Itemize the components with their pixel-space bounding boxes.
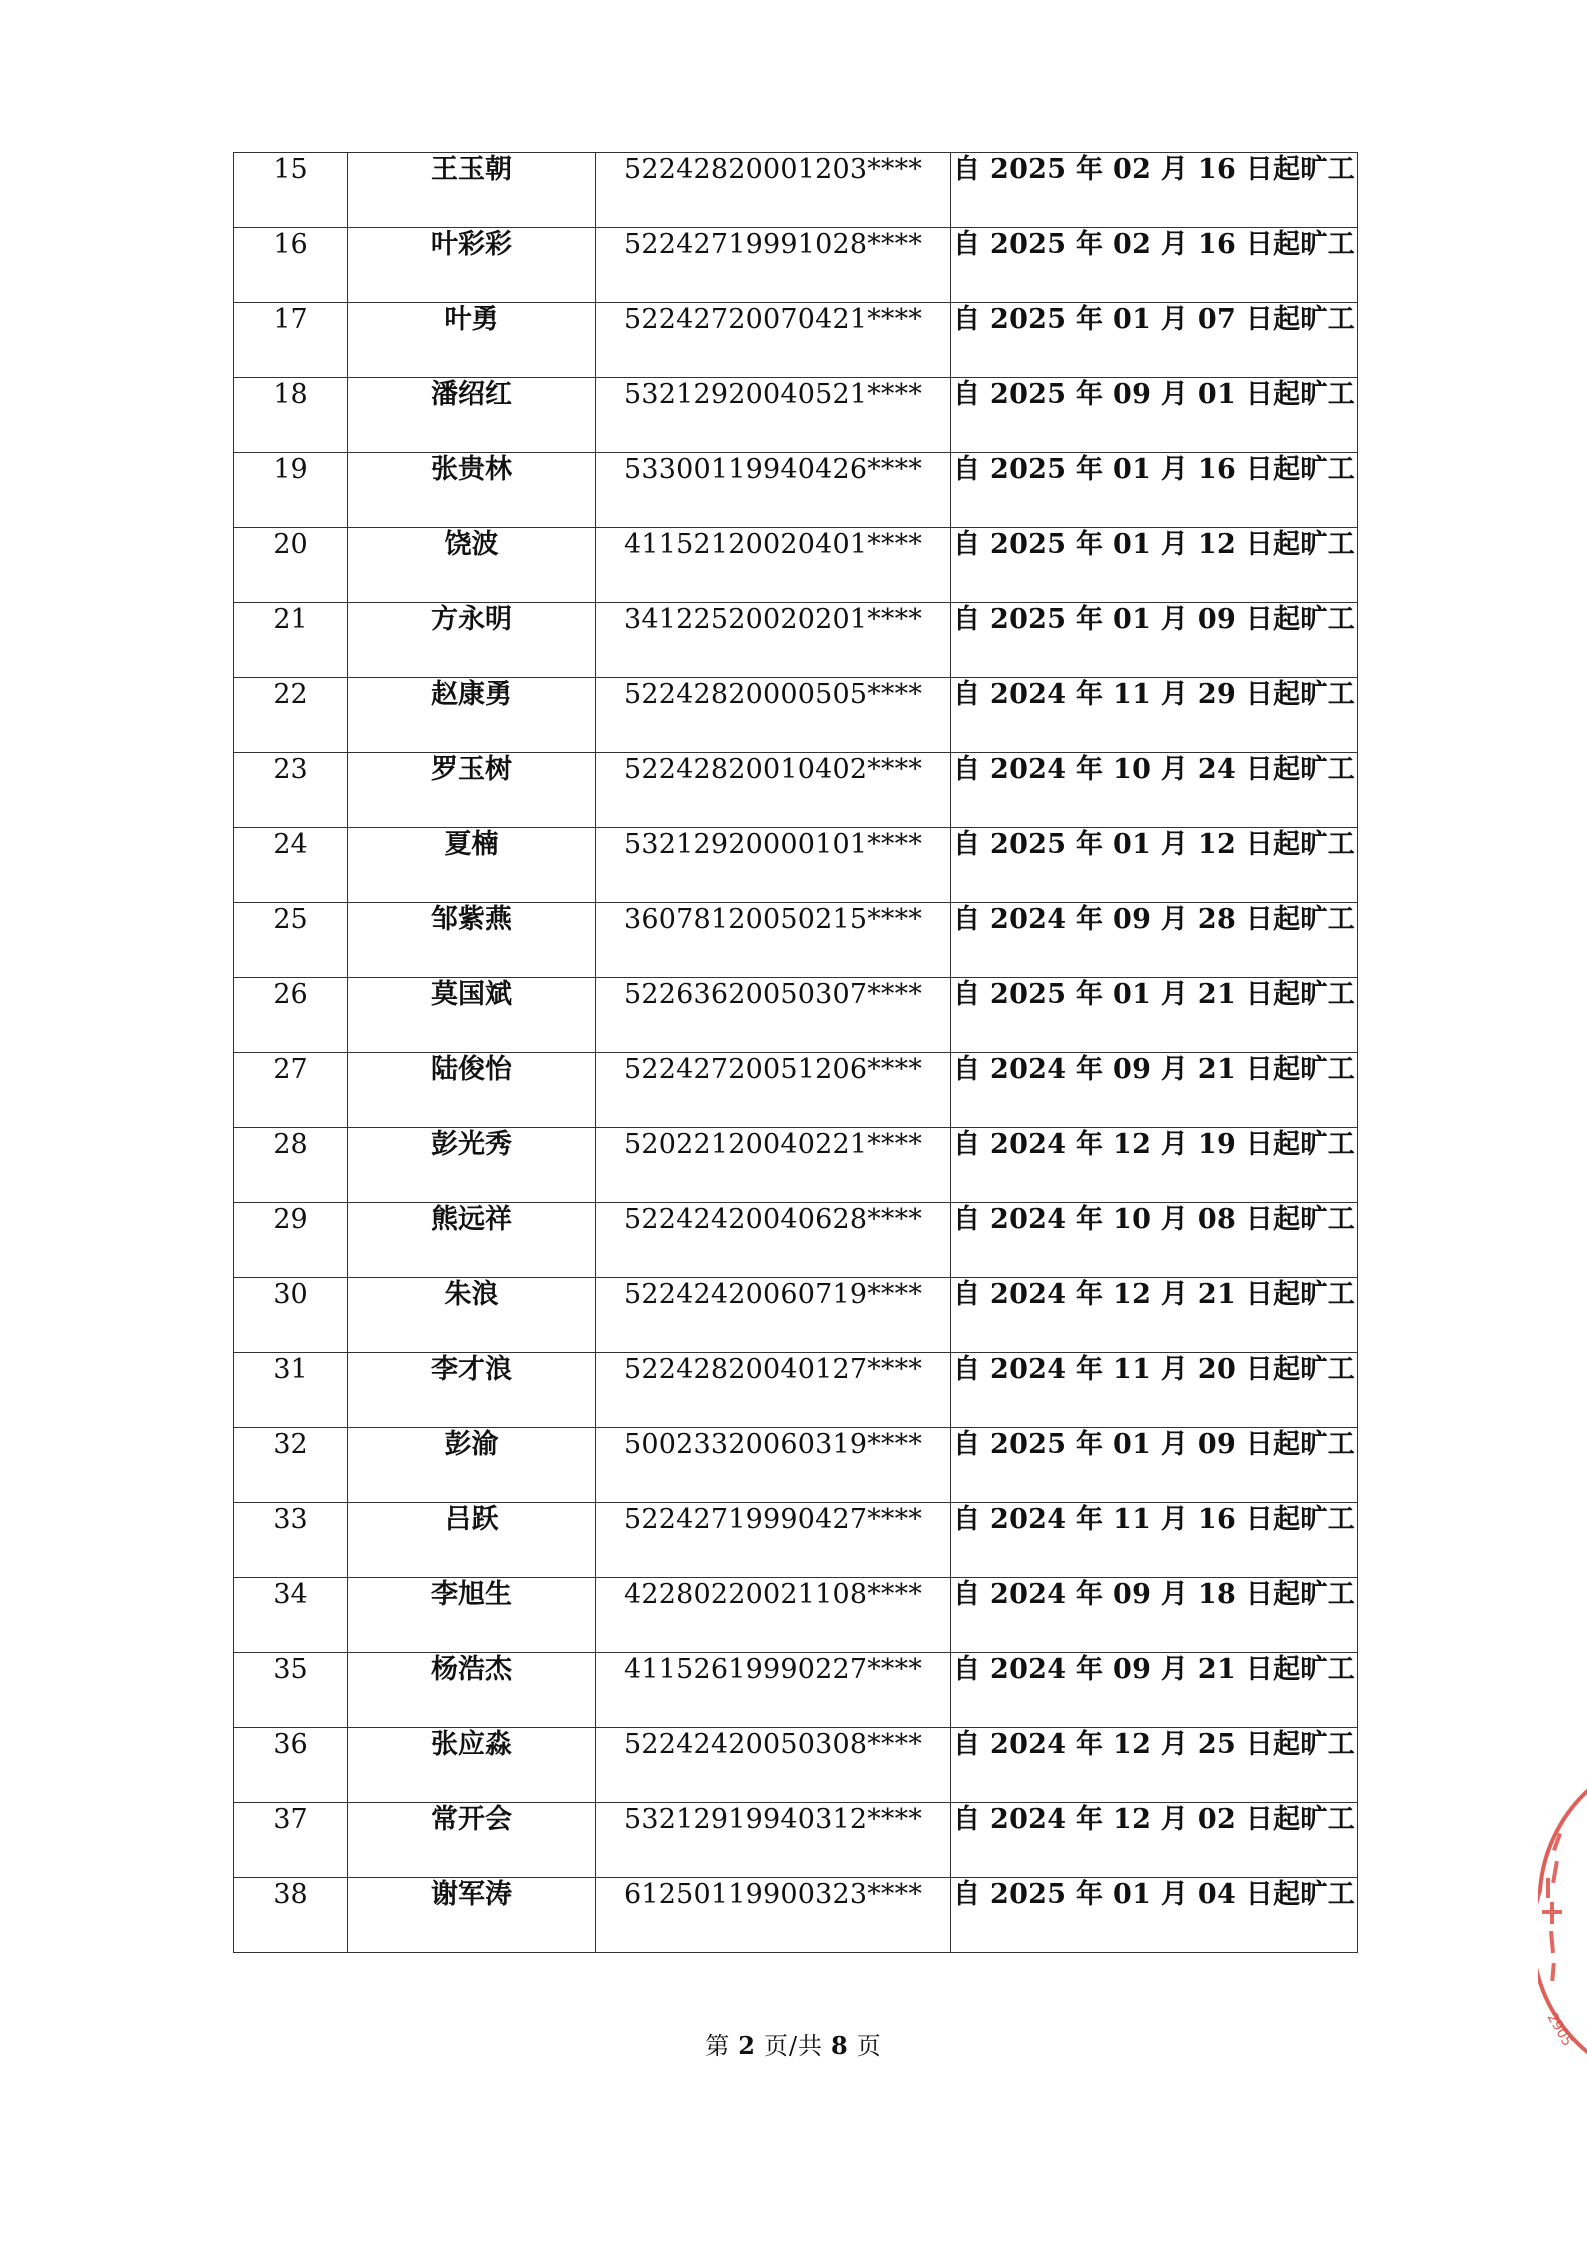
employee-name-cell [348,1728,596,1803]
footer-middle: 页/共 [763,2032,824,2060]
table-row [234,378,1358,453]
row-number-cell [234,1503,348,1578]
employee-name-cell [348,678,596,753]
absence-date-cell [951,153,1358,228]
employee-name-text: 陆俊怡 [431,1054,512,1085]
table-row [234,153,1358,228]
employee-name-cell [348,1428,596,1503]
employee-name-cell [348,1203,596,1278]
row-number-text: 35 [273,1654,308,1685]
row-number-text: 17 [273,304,308,335]
employee-name-text: 熊远祥 [431,1204,512,1235]
employee-name-cell [348,1578,596,1653]
id-number-cell [596,1728,951,1803]
employee-name-cell [348,378,596,453]
absence-date-text: 自 2024 年 12 月 19 日起旷工 [953,1129,1355,1160]
employee-name-text: 方永明 [431,604,512,635]
table-row [234,1353,1358,1428]
id-number-text: 52242420050308**** [623,1729,923,1760]
employee-name-text: 常开会 [431,1804,512,1835]
absence-date-text: 自 2024 年 10 月 24 日起旷工 [953,754,1355,785]
id-number-cell [596,1503,951,1578]
absence-date-cell [951,528,1358,603]
row-number-text: 22 [273,679,308,710]
row-number-cell [234,153,348,228]
id-number-text: 53212920000101**** [623,829,923,860]
employee-name-cell [348,978,596,1053]
absence-date-cell [951,1653,1358,1728]
absence-date-text: 自 2025 年 01 月 04 日起旷工 [953,1879,1355,1910]
row-number-cell [234,753,348,828]
employee-name-text: 邹紫燕 [431,904,512,935]
employee-name-text: 莫国斌 [431,979,512,1010]
row-number-cell [234,1578,348,1653]
employee-name-text: 王玉朝 [431,154,512,185]
row-number-text: 29 [273,1204,308,1235]
table-row [234,303,1358,378]
id-number-cell [596,1128,951,1203]
absence-date-cell [951,228,1358,303]
absence-date-text: 自 2024 年 12 月 25 日起旷工 [953,1729,1355,1760]
id-number-cell [596,303,951,378]
employee-name-text: 吕跃 [444,1504,499,1535]
absence-date-text: 自 2025 年 09 月 01 日起旷工 [953,379,1355,410]
row-number-cell [234,678,348,753]
row-number-text: 37 [273,1804,308,1835]
row-number-cell [234,1278,348,1353]
absence-date-text: 自 2024 年 11 月 29 日起旷工 [953,679,1355,710]
employee-name-text: 赵康勇 [431,679,512,710]
absence-roster-table [233,152,1358,1953]
employee-name-cell [348,1353,596,1428]
employee-name-text: 张应淼 [431,1729,512,1760]
absence-date-cell [951,378,1358,453]
employee-name-text: 彭渝 [444,1429,499,1460]
employee-name-text: 饶波 [444,529,499,560]
row-number-text: 26 [273,979,308,1010]
table-row [234,1278,1358,1353]
row-number-text: 24 [273,829,308,860]
row-number-text: 36 [273,1729,308,1760]
row-number-text: 15 [273,154,308,185]
employee-name-text: 罗玉树 [431,754,512,785]
table-row [234,678,1358,753]
table-row [234,1728,1358,1803]
employee-name-cell [348,753,596,828]
row-number-cell [234,1203,348,1278]
id-number-text: 52242820001203**** [623,154,923,185]
table-row [234,528,1358,603]
roster-body [234,153,1358,1953]
id-number-cell [596,153,951,228]
table-row [234,1578,1358,1653]
id-number-text: 52242720051206**** [623,1054,923,1085]
row-number-cell [234,1353,348,1428]
row-number-cell [234,303,348,378]
absence-date-cell [951,753,1358,828]
employee-name-cell [348,228,596,303]
absence-date-cell [951,828,1358,903]
id-number-text: 52242420040628**** [623,1204,923,1235]
id-number-text: 52242719991028**** [623,229,923,260]
employee-name-cell [348,453,596,528]
absence-date-text: 自 2024 年 12 月 02 日起旷工 [953,1804,1355,1835]
id-number-text: 52242820010402**** [623,754,923,785]
absence-date-text: 自 2024 年 11 月 20 日起旷工 [953,1354,1355,1385]
row-number-text: 28 [273,1129,308,1160]
id-number-cell [596,603,951,678]
absence-date-text: 自 2025 年 01 月 16 日起旷工 [953,454,1355,485]
footer-prefix: 第 [705,2032,731,2060]
absence-date-cell [951,1803,1358,1878]
row-number-text: 38 [273,1879,308,1910]
id-number-cell [596,903,951,978]
absence-date-cell [951,1728,1358,1803]
footer-page-number: 2 [738,2031,756,2060]
row-number-cell [234,978,348,1053]
row-number-cell [234,1128,348,1203]
id-number-text: 52263620050307**** [623,979,923,1010]
table-row [234,903,1358,978]
id-number-text: 50023320060319**** [623,1429,923,1460]
employee-name-text: 李才浪 [431,1354,512,1385]
row-number-cell [234,1728,348,1803]
table-row [234,1203,1358,1278]
employee-name-text: 杨浩杰 [431,1654,512,1685]
table-row [234,228,1358,303]
absence-date-cell [951,678,1358,753]
id-number-cell [596,528,951,603]
id-number-text: 53212919940312**** [623,1804,923,1835]
absence-date-cell [951,1578,1358,1653]
employee-name-cell [348,828,596,903]
absence-date-cell [951,1503,1358,1578]
employee-name-text: 夏楠 [444,829,499,860]
employee-name-text: 谢军涛 [431,1879,512,1910]
row-number-cell [234,1653,348,1728]
row-number-cell [234,1803,348,1878]
absence-date-text: 自 2025 年 01 月 12 日起旷工 [953,829,1355,860]
id-number-text: 52022120040221**** [623,1129,923,1160]
id-number-text: 53300119940426**** [623,454,923,485]
absence-date-cell [951,603,1358,678]
employee-name-cell [348,303,596,378]
absence-date-text: 自 2024 年 09 月 21 日起旷工 [953,1054,1355,1085]
table-row [234,1878,1358,1953]
table-row [234,1428,1358,1503]
page-footer [0,2026,1587,2061]
absence-date-cell [951,303,1358,378]
row-number-cell [234,528,348,603]
id-number-cell [596,678,951,753]
id-number-cell [596,228,951,303]
absence-date-text: 自 2025 年 01 月 09 日起旷工 [953,604,1355,635]
absence-date-text: 自 2025 年 01 月 07 日起旷工 [953,304,1355,335]
row-number-text: 30 [273,1279,308,1310]
row-number-cell [234,1428,348,1503]
row-number-text: 31 [273,1354,308,1385]
id-number-cell [596,753,951,828]
id-number-cell [596,1203,951,1278]
id-number-cell [596,378,951,453]
table-row [234,978,1358,1053]
employee-name-text: 彭光秀 [431,1129,512,1160]
id-number-cell [596,1428,951,1503]
employee-name-cell [348,528,596,603]
company-seal-stamp [1538,1770,1587,2070]
absence-date-text: 自 2025 年 01 月 09 日起旷工 [953,1429,1355,1460]
id-number-cell [596,1278,951,1353]
row-number-text: 19 [273,454,308,485]
id-number-cell [596,1353,951,1428]
table-row [234,753,1358,828]
table-row [234,603,1358,678]
absence-date-text: 自 2025 年 02 月 16 日起旷工 [953,229,1355,260]
row-number-cell [234,603,348,678]
table-row [234,1503,1358,1578]
employee-name-cell [348,1503,596,1578]
footer-suffix: 页 [856,2032,882,2060]
row-number-cell [234,903,348,978]
row-number-cell [234,1053,348,1128]
id-number-text: 42280220021108**** [623,1579,923,1610]
id-number-text: 41152619990227**** [623,1654,923,1685]
row-number-text: 21 [273,604,308,635]
absence-date-text: 自 2024 年 12 月 21 日起旷工 [953,1279,1355,1310]
employee-name-text: 朱浪 [444,1279,499,1310]
row-number-cell [234,378,348,453]
employee-name-text: 潘绍红 [431,379,512,410]
absence-date-cell [951,978,1358,1053]
row-number-text: 27 [273,1054,308,1085]
row-number-cell [234,1878,348,1953]
absence-date-text: 自 2024 年 09 月 18 日起旷工 [953,1579,1355,1610]
id-number-cell [596,1803,951,1878]
employee-name-cell [348,903,596,978]
employee-name-text: 张贵林 [431,454,512,485]
row-number-cell [234,453,348,528]
row-number-cell [234,228,348,303]
id-number-cell [596,453,951,528]
absence-date-text: 自 2024 年 11 月 16 日起旷工 [953,1504,1355,1535]
absence-date-cell [951,1353,1358,1428]
table-row [234,1053,1358,1128]
absence-date-cell [951,1878,1358,1953]
absence-date-cell [951,903,1358,978]
row-number-text: 32 [273,1429,308,1460]
absence-date-text: 自 2024 年 10 月 08 日起旷工 [953,1204,1355,1235]
row-number-text: 34 [273,1579,308,1610]
id-number-text: 61250119900323**** [623,1879,923,1910]
absence-date-cell [951,1278,1358,1353]
seal-number: 2905 [1543,2010,1576,2050]
row-number-text: 23 [273,754,308,785]
id-number-cell [596,1578,951,1653]
id-number-cell [596,828,951,903]
id-number-text: 52242820040127**** [623,1354,923,1385]
id-number-cell [596,1053,951,1128]
id-number-text: 52242820000505**** [623,679,923,710]
absence-date-cell [951,1053,1358,1128]
employee-name-cell [348,1878,596,1953]
absence-date-cell [951,1203,1358,1278]
table-row [234,1803,1358,1878]
absence-date-text: 自 2024 年 09 月 28 日起旷工 [953,904,1355,935]
absence-date-text: 自 2025 年 02 月 16 日起旷工 [953,154,1355,185]
id-number-text: 53212920040521**** [623,379,923,410]
row-number-text: 18 [273,379,308,410]
absence-date-cell [951,1128,1358,1203]
table-row [234,828,1358,903]
employee-name-text: 叶勇 [444,304,499,335]
employee-name-cell [348,603,596,678]
absence-date-text: 自 2025 年 01 月 12 日起旷工 [953,529,1355,560]
employee-name-text: 李旭生 [431,1579,512,1610]
row-number-text: 16 [273,229,308,260]
id-number-cell [596,1653,951,1728]
id-number-text: 34122520020201**** [623,604,923,635]
id-number-cell [596,1878,951,1953]
id-number-text: 36078120050215**** [623,904,923,935]
row-number-cell [234,828,348,903]
employee-name-cell [348,1128,596,1203]
seal-icon [1538,1770,1587,2070]
table-row [234,1128,1358,1203]
footer-total-pages: 8 [831,2031,849,2060]
absence-date-cell [951,453,1358,528]
table-row [234,453,1358,528]
employee-name-cell [348,153,596,228]
absence-date-text: 自 2024 年 09 月 21 日起旷工 [953,1654,1355,1685]
id-number-text: 52242719990427**** [623,1504,923,1535]
employee-name-cell [348,1278,596,1353]
row-number-text: 20 [273,529,308,560]
employee-name-text: 叶彩彩 [431,229,512,260]
row-number-text: 25 [273,904,308,935]
employee-name-cell [348,1803,596,1878]
absence-date-text: 自 2025 年 01 月 21 日起旷工 [953,979,1355,1010]
id-number-text: 52242420060719**** [623,1279,923,1310]
table-row [234,1653,1358,1728]
id-number-cell [596,978,951,1053]
row-number-text: 33 [273,1504,308,1535]
employee-name-cell [348,1653,596,1728]
id-number-text: 52242720070421**** [623,304,923,335]
absence-date-cell [951,1428,1358,1503]
employee-name-cell [348,1053,596,1128]
id-number-text: 41152120020401**** [623,529,923,560]
